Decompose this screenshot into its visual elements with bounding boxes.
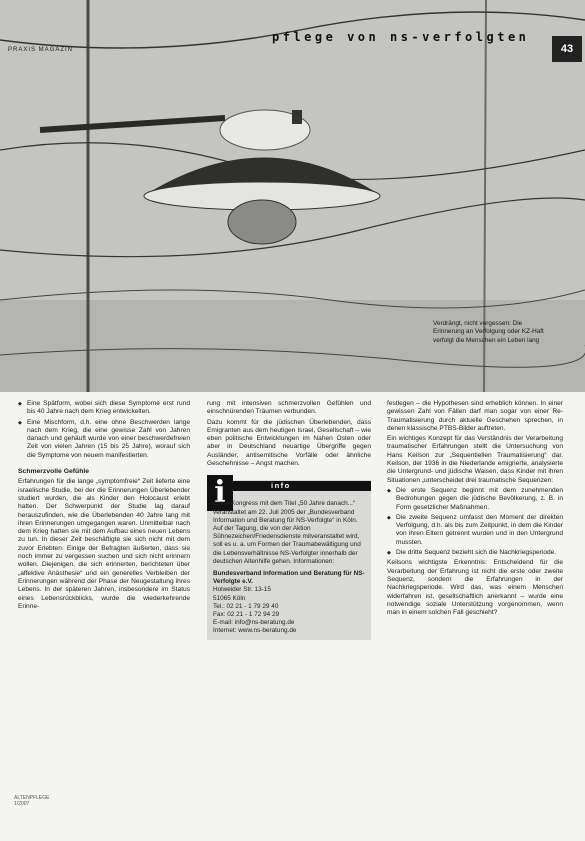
- barbed-wire-lamp-photo: [0, 0, 585, 392]
- info-phone: Tel.: 02 21 - 1 79 29 40: [213, 602, 279, 610]
- list-item: ◆ Eine Mischform, d.h. eine ohne Beschwerden lange nach dem Krieg, die eine gewisse Zahl von Jahren danach und gehäuft wurde von einer beschwerdefreien Zeit von vielen Jahren (15 bis 25 Jahre), worauf sich die Symptome von neuem manifestierten.: [18, 419, 190, 460]
- info-organization: Bundesverband Information und Beratung für NS-Verfolgte e.V.: [213, 570, 365, 586]
- page-number: 43: [552, 36, 582, 62]
- column-1: [18, 400, 190, 613]
- page-section-title: pflege von ns-verfolgten: [272, 30, 530, 44]
- list-item: ◆ Die erste Sequenz beginnt mit dem zunehmenden Bedrohungen gegen die jüdische Bevölkerung, z. B. in Form gesetzlicher Maßnahmen.: [387, 487, 563, 512]
- info-body: [207, 480, 371, 639]
- info-address-line: 51065 Köln: [213, 594, 246, 602]
- body-paragraph: festlegen – die Hypothesen sind erheblich können. In einer gewissen Zahl von Fällen darf man sogar von einer Re-Traumatisierung durch aktuelle Geschehen sprechen, in denen klassische PTBS-Bilder auftreten.: [387, 400, 563, 432]
- section-subheading: Schmerzvolle Gefühle: [18, 468, 90, 476]
- body-paragraph: Ein wichtiges Konzept für das Verständnis der Verarbeitung traumatischer Erfahrungen stellt die Untersuchung von Hans Keilson zur „Sequentiellen Traumatisierung“ dar. Keilson, der 1936 in die Niederlande emigrierte, analysierte die Untergrund- und jüdische Waisen, dass Kinder mit ihren Situationen „unterscheidet drei traumatische Sequenzen:: [387, 435, 563, 484]
- magazine-stamp: ALTENPFLEGE 1/2007: [14, 795, 50, 807]
- info-email[interactable]: E-mail: info@ns-beratung.de: [213, 619, 295, 627]
- info-label: info: [233, 481, 371, 491]
- info-website[interactable]: Internet: www.ns-beratung.de: [213, 627, 297, 635]
- list-item: ◆ Eine Spätform, wobei sich diese Symptome erst rund bis 40 Jahre nach dem Krieg entwickelten.: [18, 400, 190, 417]
- info-address-line: Holweider Str. 13-15: [213, 586, 271, 594]
- body-paragraph: Dazu kommt für die jüdischen Überlebenden, dass Emigranten aus dem heutigen Israel, Gesellschaft – wie eben politische Entwicklungen im Nahen Osten oder aber in Deutschland neuartige Übergriffe gegen Ausländer, antisemitische Vorfälle oder ähnliche Geschehnisse – Angst machen.: [207, 418, 371, 468]
- info-box: [207, 476, 371, 639]
- info-fax: Fax: 02 21 - 1 72 94 29: [213, 611, 280, 619]
- body-paragraph: rung mit intensiven schmerzvollen Gefühlen und einschnürenden Träumen verbunden.: [207, 400, 371, 416]
- body-paragraph: Keilsons wichtigste Erkenntnis: Entscheidend für die Verarbeitung der Erfahrung ist nicht die erste oder zweite Sequenz, sondern die Erfahrungen in der Nachkriegsperiode. Wird das, was einem Menschen widerfahren ist, gesellschaftlich anerkannt – wurde eine notwendige soziale Unterstützung vorgenommen, wenn man in einem solchen Fall geschieht?: [387, 559, 563, 617]
- info-icon: i: [207, 475, 233, 511]
- photo-caption: Verdrängt, nicht vergessen: Die Erinnerung an Verfolgung oder KZ-Haft verfolgt die Menschen ein Leben lang: [433, 320, 544, 344]
- list-item: ◆ Die zweite Sequenz umfasst den Moment der direkten Verfolgung, d.h. als bis zum Zeitpunkt, in dem die Kinder von ihren Eltern getrennt wurden und in den Untergrund mussten.: [387, 514, 563, 547]
- magazine-section-label: PRAXIS MAGAZIN: [8, 47, 74, 53]
- column-3: [387, 400, 563, 619]
- info-text: Einen Kongress mit dem Titel „50 Jahre danach...“ veranstaltet am 22. Juli 2005 der „Bundesverband Information und Beratung für NS-Verfolgte“ in Köln. Auf der Tagung, die von der Aktion Sühnezeichen/Friedensdienste mitveranstaltet wird, soll es u. a. um Formen der Traumabewältigung und die Lebensverhältnisse NS-Verfolgter innerhalb der deutschen Altenhilfe gehen. Informationen:: [213, 500, 361, 565]
- body-paragraph: Erfahrungen für die lange „symptomfreie“ Zeit lieferte eine israelische Studie, bei der die Erinnerungen Überlebender studiert wurden, die als Kinder den Holocaust erlebt hatten. Der Schwerpunkt der Studie lag darauf herauszufinden, wie die Überlebenden 40 Jahre lang mit ihren Erinnerungen umgegangen waren. Unmittelbar nach dem Krieg hatten sie mit dem Aufbau eines neuen Lebens zu tun. In dieser Zeit beschäftigte sie sich nicht mit dem zuvor Erlebten. Einige der Befragten äußerten, dass sie noch immer zu vergessen suchen und sich nicht erinnern wollen. Diejenigen, die sich erinnerten, berichteten über „affektive Anästhesie“ und ein generelles Verbleiben der Erinnerungen während der Phase der Neugestaltung ihres Lebens. In der späteren Jahren, insbesondere im Status eines Lebensrückblicks, wurde die wiederkehrende Erinne-: [18, 478, 190, 610]
- list-item: ◆ Die dritte Sequenz bezieht sich die Nachkriegsperiode.: [387, 549, 563, 557]
- column-2: [207, 400, 371, 640]
